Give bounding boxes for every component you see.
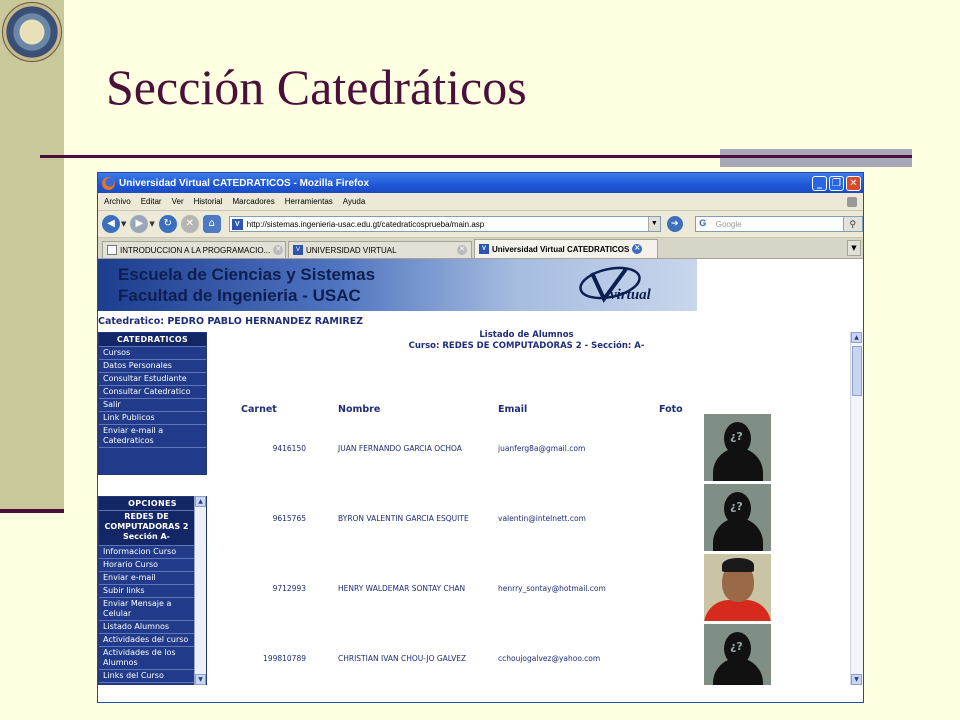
site-favicon-icon: V (479, 244, 489, 254)
menu-item-links-curso[interactable]: Links del Curso (99, 670, 206, 683)
menu-item-actividades-alumnos[interactable]: Actividades de los Alumnos (99, 647, 206, 670)
menu-header: OPCIONES (99, 497, 206, 511)
browser-window (97, 172, 864, 703)
university-seal-icon (2, 2, 62, 62)
close-button[interactable]: ✕ (846, 176, 861, 191)
navigation-toolbar (98, 211, 863, 238)
professor-name: Catedratico: PEDRO PABLO HERNANDEZ RAMIREZ (98, 316, 364, 327)
menu-historial[interactable]: Historial (193, 197, 223, 206)
site-banner (98, 259, 697, 311)
minimize-button[interactable]: _ (812, 176, 827, 191)
throbber-icon (847, 197, 857, 207)
menu-item-subir-links[interactable]: Subir links (99, 585, 206, 598)
back-button[interactable]: ◀ (102, 215, 120, 233)
window-controls (812, 176, 863, 191)
cell-nombre: JUAN FERNANDO GARCIA OCHOA (338, 444, 462, 453)
slide-sidebar-line (0, 509, 64, 513)
reload-button[interactable]: ↻ (159, 215, 177, 233)
list-heading: Listado de Alumnos (479, 330, 574, 340)
banner-faculty-name: Facultad de Ingenieria - USAC (118, 286, 361, 305)
go-button[interactable]: ➔ (667, 216, 683, 232)
google-icon[interactable]: G (699, 218, 707, 228)
cell-nombre: CHRISTIAN IVAN CHOU-JO GALVEZ (338, 654, 467, 663)
student-photo-placeholder (704, 624, 771, 685)
list-title (398, 330, 655, 352)
menu-bar (98, 193, 863, 211)
menu-header: CATEDRATICOS (99, 333, 206, 347)
catedraticos-menu (98, 332, 207, 475)
tab-introduccion[interactable] (102, 241, 286, 258)
unknown-mark: ¿? (730, 430, 743, 443)
maximize-button[interactable]: ❐ (829, 176, 844, 191)
back-history-caret-icon[interactable]: ▼ (121, 220, 127, 228)
column-header-foto: Foto (659, 404, 683, 415)
cell-carnet: 9416150 (272, 444, 306, 453)
menu-item-link-publicos[interactable]: Link Publicos (99, 412, 206, 425)
slide-sidebar-bar (0, 0, 64, 512)
menu-archivo[interactable]: Archivo (104, 197, 131, 206)
title-rule-accent (720, 149, 912, 167)
url-dropdown-icon[interactable]: ▼ (648, 217, 660, 231)
cell-email[interactable]: juanferg8a@gmail.com (498, 444, 586, 453)
menu-item-datos-personales[interactable]: Datos Personales (99, 360, 206, 373)
forward-button[interactable]: ▶ (130, 215, 148, 233)
site-favicon-icon: V (293, 245, 303, 255)
tab-universidad-virtual[interactable] (288, 241, 472, 258)
cell-carnet: 9712993 (272, 584, 306, 593)
slide-title: Sección Catedráticos (106, 59, 527, 115)
student-photo-placeholder (704, 484, 771, 551)
search-icon[interactable]: ⚲ (843, 217, 862, 231)
cell-nombre: BYRON VALENTIN GARCIA ESQUITE (338, 514, 469, 523)
student-photo-placeholder (704, 414, 771, 481)
menu-item-salir[interactable]: Salir (99, 399, 206, 412)
site-favicon-icon: V (232, 219, 243, 230)
unknown-mark: ¿? (730, 640, 743, 653)
search-bar[interactable] (695, 216, 863, 232)
page-content (98, 259, 863, 685)
column-header-email: Email (498, 404, 528, 415)
tab-close-icon[interactable]: ✕ (273, 245, 283, 255)
forward-history-caret-icon[interactable]: ▼ (149, 220, 155, 228)
tab-close-icon[interactable]: ✕ (457, 245, 467, 255)
document-icon (107, 245, 117, 255)
scrollbar-thumb[interactable] (852, 346, 862, 396)
title-rule-right (720, 155, 912, 158)
cell-email[interactable]: valentin@intelnett.com (498, 514, 586, 523)
scroll-down-icon[interactable]: ▼ (851, 674, 862, 685)
photo-hair (722, 558, 754, 572)
window-title: Universidad Virtual CATEDRATICOS - Mozilla Firefox (119, 177, 370, 189)
course-section-label: REDES DE COMPUTADORAS 2 Sección A- (99, 511, 206, 546)
menu-item-informacion-curso[interactable]: Informacion Curso (99, 546, 206, 559)
course-line: Curso: REDES DE COMPUTADORAS 2 - Sección: A- (408, 341, 645, 351)
column-header-nombre: Nombre (338, 404, 381, 415)
menu-item-cursos[interactable]: Cursos (99, 347, 206, 360)
menu-item-enviar-mensaje[interactable]: Enviar Mensaje a Celular (99, 598, 206, 621)
tab-catedraticos[interactable] (474, 239, 658, 258)
cell-email[interactable]: cchoujogalvez@yahoo.com (498, 654, 601, 663)
cell-carnet: 9615765 (272, 514, 306, 523)
title-rule (40, 155, 720, 158)
menu-item-actividades-curso[interactable]: Actividades del curso (99, 634, 206, 647)
menu-ver[interactable]: Ver (171, 197, 184, 206)
scroll-up-icon[interactable]: ▲ (195, 496, 206, 507)
scroll-up-icon[interactable]: ▲ (851, 332, 862, 343)
tab-list-icon[interactable]: ▼ (847, 240, 861, 256)
menu-item-listado-alumnos[interactable]: Listado Alumnos (99, 621, 206, 634)
menu-item-enviar-email[interactable]: Enviar e-mail a Catedraticos (99, 425, 206, 448)
column-header-carnet: Carnet (241, 404, 277, 415)
scroll-down-icon[interactable]: ▼ (195, 674, 206, 685)
menu-item-consultar-catedratico[interactable]: Consultar Catedratico (99, 386, 206, 399)
tab-label: Universidad Virtual CATEDRATICOS (492, 244, 630, 254)
url-text[interactable]: http://sistemas.ingenieria-usac.edu.gt/catedraticosprueba/main.asp (246, 219, 485, 229)
cell-email[interactable]: henrry_sontay@hotmail.com (498, 584, 606, 593)
tab-bar (98, 238, 863, 259)
tab-close-icon[interactable]: ✕ (632, 244, 642, 254)
opciones-scrollbar[interactable] (194, 496, 206, 685)
tab-label: INTRODUCCION A LA PROGRAMACIO... (120, 245, 271, 255)
student-photo (704, 554, 771, 621)
banner-school-name: Escuela de Ciencias y Sistemas (118, 265, 376, 284)
unknown-mark: ¿? (730, 500, 743, 513)
home-button[interactable]: ⌂ (203, 215, 221, 233)
menu-editar[interactable]: Editar (140, 197, 162, 206)
url-bar[interactable] (229, 216, 661, 232)
photo-shirt (704, 600, 771, 621)
opciones-menu (98, 496, 207, 685)
cell-carnet: 199810789 (263, 654, 306, 663)
menu-item-consultar-estudiante[interactable]: Consultar Estudiante (99, 373, 206, 386)
page-scrollbar[interactable] (850, 332, 863, 685)
menu-marcadores[interactable]: Marcadores (232, 197, 275, 206)
banner-logo-text: virtual (610, 287, 651, 303)
stop-button[interactable]: ✕ (181, 215, 199, 233)
cell-nombre: HENRY WALDEMAR SONTAY CHAN (338, 584, 466, 593)
window-titlebar[interactable] (98, 173, 863, 193)
search-input[interactable]: Google (715, 219, 742, 229)
firefox-icon (102, 177, 115, 190)
menu-item-horario-curso[interactable]: Horario Curso (99, 559, 206, 572)
menu-item-enviar-email[interactable]: Enviar e-mail (99, 572, 206, 585)
tab-label: UNIVERSIDAD VIRTUAL (306, 245, 397, 255)
menu-herramientas[interactable]: Herramientas (284, 197, 333, 206)
menu-ayuda[interactable]: Ayuda (342, 197, 366, 206)
